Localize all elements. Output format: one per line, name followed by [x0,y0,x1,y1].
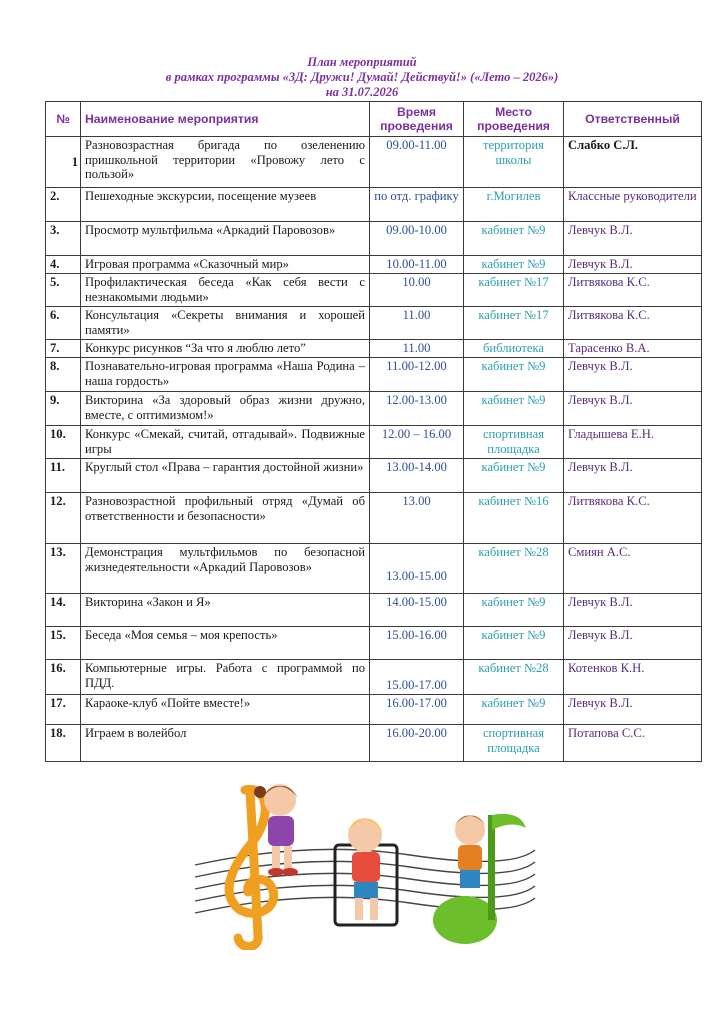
children-music-notes-icon [190,770,540,950]
table-row [46,188,702,222]
row-responsible: Тарасенко В.А. [564,340,702,358]
row-num: 14. [46,594,81,627]
row-responsible: Потапова С.С. [564,725,702,762]
program-subtitle: в рамках программы «3Д: Дружи! Думай! Действуй!» («Лето – 2026») [165,70,559,84]
plan-title: План мероприятий [307,55,417,69]
row-responsible: Литвякова К.С. [564,493,702,544]
row-place: кабинет №17 [464,307,564,340]
row-place: кабинет №9 [464,459,564,493]
row-name: Демонстрация мультфильмов по безопасной жизнедеятельности «Аркадий Паровозов» [81,544,370,594]
row-num: 3. [46,222,81,256]
row-place: кабинет №9 [464,392,564,426]
row-name: Конкурс «Смекай, считай, отгадывай». Подвижные игры [81,426,370,459]
row-place: г.Могилев [464,188,564,222]
table-row [46,544,702,594]
row-num: 16. [46,660,81,695]
table-row [46,222,702,256]
row-name: Разновозрастной профильный отряд «Думай об ответственности и безопасности» [81,493,370,544]
treble-clef-icon [229,790,274,947]
row-name: Просмотр мультфильма «Аркадий Паровозов» [81,222,370,256]
row-time: 13.00 [370,493,464,544]
header-num: № [46,102,81,137]
header-name: Наименование мероприятия [81,102,370,137]
row-time: 16.00-17.00 [370,695,464,725]
row-time: 11.00 [370,307,464,340]
row-responsible: Литвякова К.С. [564,307,702,340]
row-time: 13.00-14.00 [370,459,464,493]
row-responsible: Литвякова К.С. [564,274,702,307]
table-row [46,493,702,544]
row-responsible: Котенков К.Н. [564,660,702,695]
row-name: Беседа «Моя семья – моя крепость» [81,627,370,660]
row-num: 2. [46,188,81,222]
illustration-svg [190,770,540,950]
green-note-boy-icon [433,814,526,944]
row-time: 15.00-16.00 [370,627,464,660]
table-row [46,695,702,725]
row-responsible: Левчук В.Л. [564,695,702,725]
row-time: 09.00-10.00 [370,222,464,256]
row-name: Караоке-клуб «Пойте вместе!» [81,695,370,725]
row-place: спортивная площадка [464,725,564,762]
row-num: 18. [46,725,81,762]
row-num: 13. [46,544,81,594]
header-place: Место проведения [464,102,564,137]
row-name: Консультация «Секреты внимания и хорошей памяти» [81,307,370,340]
row-num: 4. [46,256,81,274]
table-row [46,725,702,762]
row-num: 11. [46,459,81,493]
row-place: кабинет №28 [464,544,564,594]
table-row [46,627,702,660]
row-name: Разновозрастная бригада по озеленению пришкольной территории «Провожу лето с пользой» [81,137,370,188]
row-num: 10. [46,426,81,459]
row-place: кабинет №9 [464,594,564,627]
row-num: 15. [46,627,81,660]
row-responsible: Левчук В.Л. [564,459,702,493]
row-num: 1 [46,137,81,188]
row-time: 11.00-12.00 [370,358,464,392]
row-place: кабинет №9 [464,695,564,725]
header-time: Время проведения [370,102,464,137]
row-num: 17. [46,695,81,725]
table-row [46,660,702,695]
table-row [46,256,702,274]
row-name: Компьютерные игры. Работа с программой по ПДД. [81,660,370,695]
row-name: Профилактическая беседа «Как себя вести с незнакомыми людьми» [81,274,370,307]
row-time: 10.00 [370,274,464,307]
row-name: Викторина «За здоровый образ жизни дружно, вместе, с оптимизмом!» [81,392,370,426]
row-time: 16.00-20.00 [370,725,464,762]
row-place: кабинет №9 [464,256,564,274]
row-num: 12. [46,493,81,544]
row-name: Конкурс рисунков “За что я люблю лето” [81,340,370,358]
row-time: 13.00-15.00 [370,544,464,594]
row-place: кабинет №9 [464,358,564,392]
row-num: 9. [46,392,81,426]
row-time: по отд. графику [370,188,464,222]
events-table [45,101,702,762]
row-place: кабинет №17 [464,274,564,307]
header-responsible: Ответственный [564,102,702,137]
table-row [46,137,702,188]
row-responsible: Слабко С.Л. [564,137,702,188]
table-header-row [46,102,702,137]
row-time: 12.00-13.00 [370,392,464,426]
table-row [46,340,702,358]
table-row [46,459,702,493]
row-place: спортивная площадка [464,426,564,459]
row-name: Познавательно-игровая программа «Наша Родина – наша гордость» [81,358,370,392]
row-num: 5. [46,274,81,307]
row-responsible: Смиян А.С. [564,544,702,594]
row-name: Круглый стол «Права – гарантия достойной жизни» [81,459,370,493]
row-place: кабинет №9 [464,222,564,256]
row-num: 6. [46,307,81,340]
row-name: Игровая программа «Сказочный мир» [81,256,370,274]
table-row [46,307,702,340]
boy-child-icon [335,818,397,925]
row-time: 10.00-11.00 [370,256,464,274]
row-time: 15.00-17.00 [370,660,464,695]
row-responsible: Левчук В.Л. [564,392,702,426]
row-time: 12.00 – 16.00 [370,426,464,459]
row-name: Викторина «Закон и Я» [81,594,370,627]
row-place: библиотека [464,340,564,358]
row-responsible: Левчук В.Л. [564,627,702,660]
row-responsible: Левчук В.Л. [564,222,702,256]
row-responsible: Гладышева Е.Н. [564,426,702,459]
row-place: кабинет №28 [464,660,564,695]
table-row [46,594,702,627]
table-row [46,274,702,307]
row-name: Пешеходные экскурсии, посещение музеев [81,188,370,222]
row-responsible: Левчук В.Л. [564,358,702,392]
table-row [46,426,702,459]
row-time: 14.00-15.00 [370,594,464,627]
plan-date: на 31.07.2026 [325,85,399,99]
table-row [46,358,702,392]
row-responsible: Левчук В.Л. [564,594,702,627]
row-responsible: Классные руководители [564,188,702,222]
row-place: кабинет №9 [464,627,564,660]
row-num: 8. [46,358,81,392]
row-place: кабинет №16 [464,493,564,544]
row-num: 7. [46,340,81,358]
row-time: 09.00-11.00 [370,137,464,188]
row-time: 11.00 [370,340,464,358]
row-name: Играем в волейбол [81,725,370,762]
row-responsible: Левчук В.Л. [564,256,702,274]
table-row [46,392,702,426]
row-place: территория школы [464,137,564,188]
